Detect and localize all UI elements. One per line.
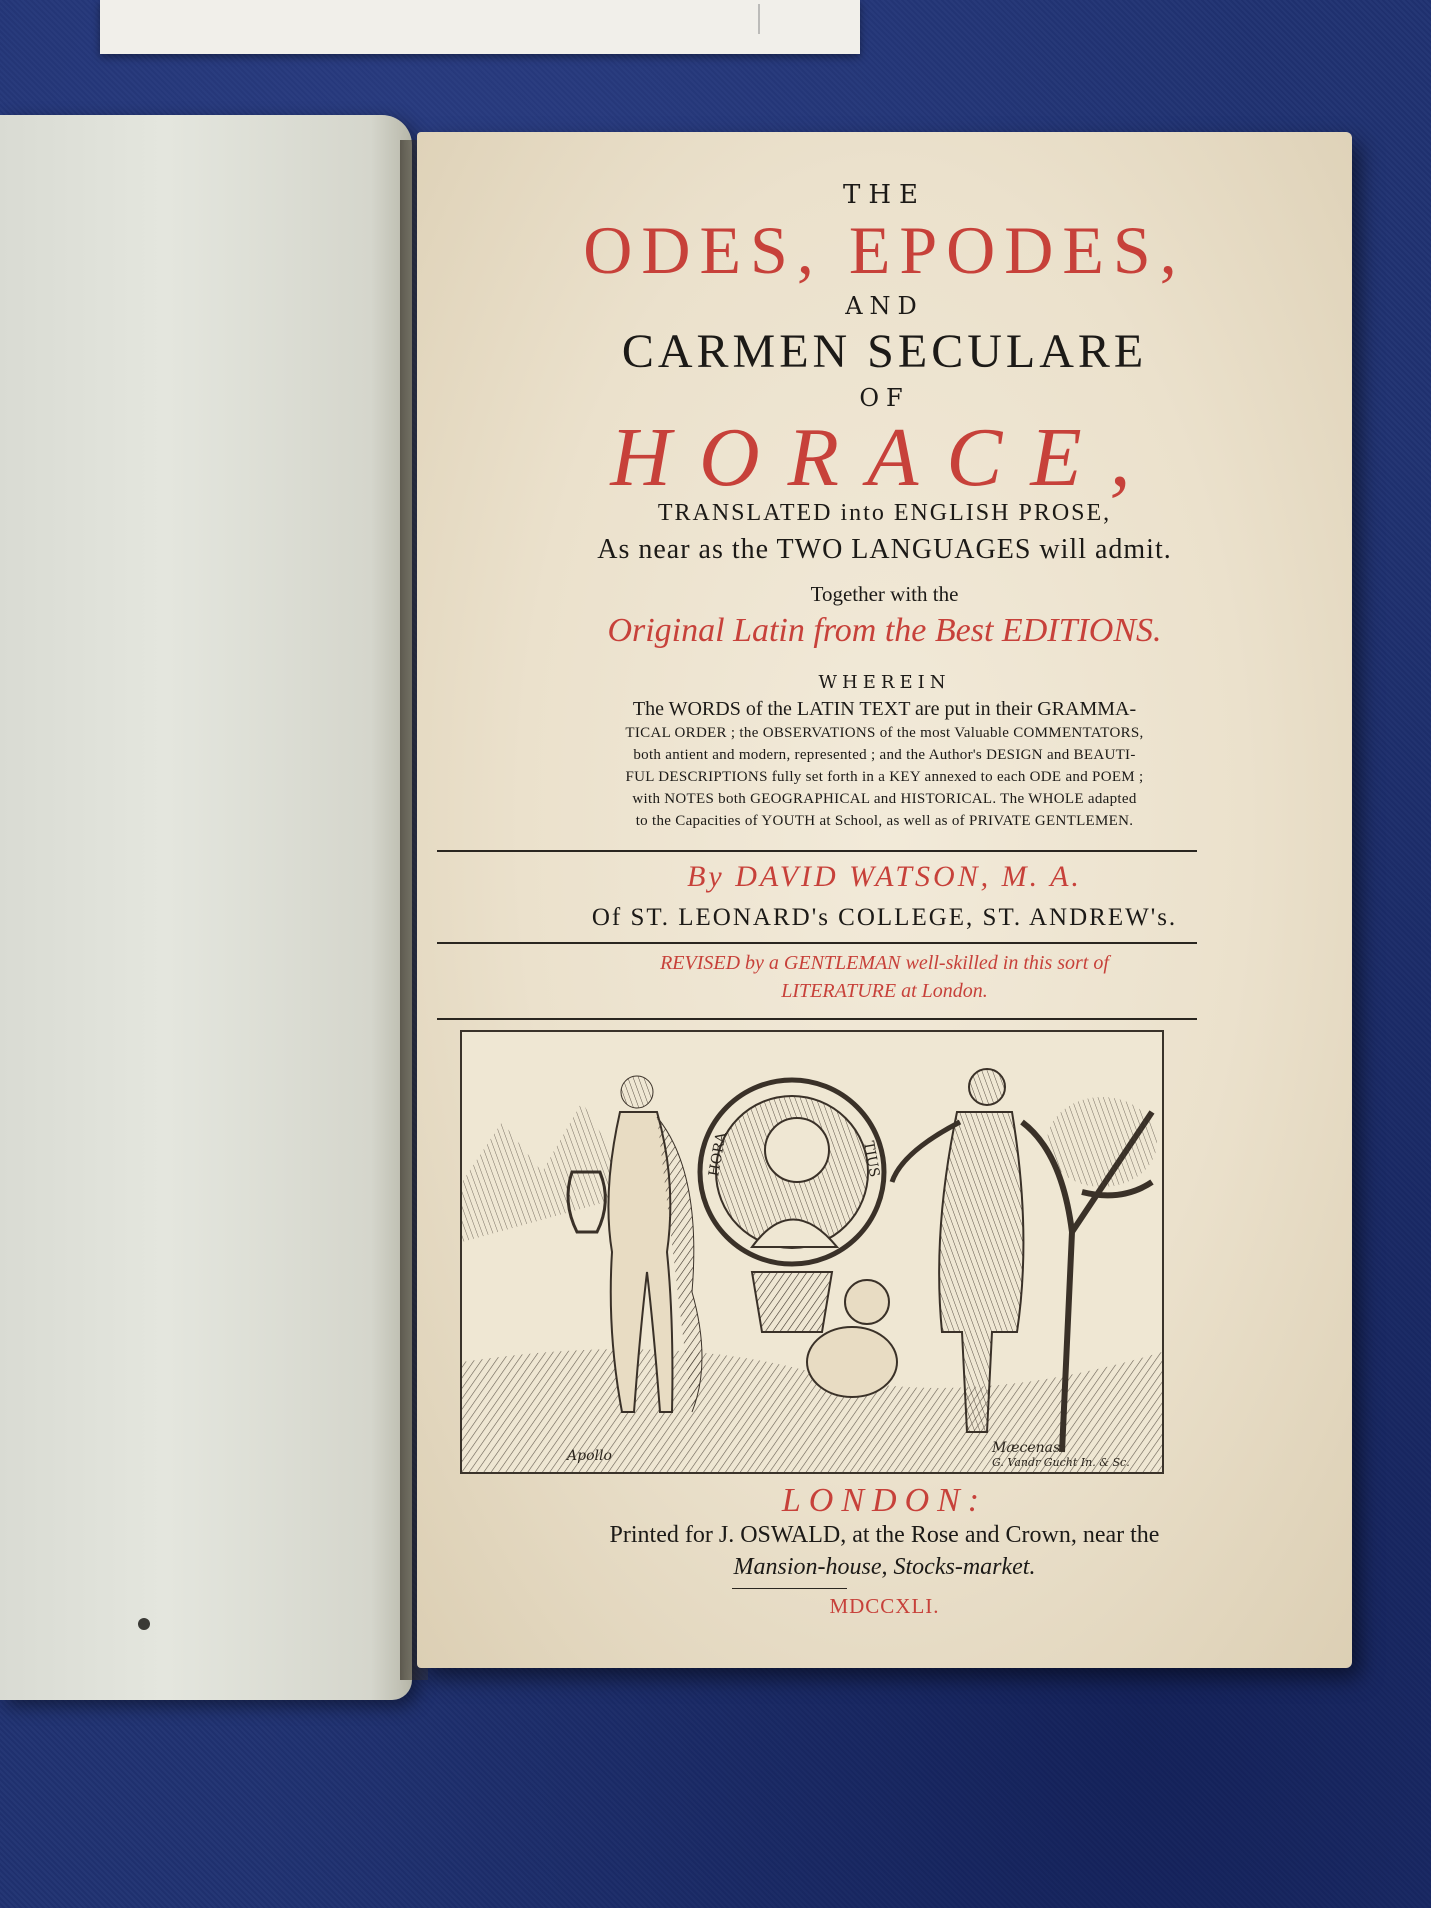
title-odes-epodes: ODES, EPODES, [583,212,1186,288]
rule-1 [437,850,1197,852]
translated-line: TRANSLATED into ENGLISH PROSE, [657,500,1112,526]
page-speck [138,1618,150,1630]
description-line-3: both antient and modern, represented ; and the Author's DESIGN and BEAUTI- [633,747,1136,763]
imprint-rule [732,1588,847,1589]
medallion-label-left: HORA [706,1131,730,1178]
rule-3 [437,1018,1197,1020]
description-line-1: The WORDS of the LATIN TEXT are put in their GRAMMA- [632,698,1137,720]
caption-apollo: Apollo [567,1448,612,1464]
description-line-4: FUL DESCRIPTIONS fully set forth in a KEY annexed to each ODE and POEM ; [625,769,1144,785]
imprint-year: MDCCXLI. [829,1594,940,1618]
description-line-2: TICAL ORDER ; the OBSERVATIONS of the most Valuable COMMENTATORS, [625,725,1144,741]
author-line: By DAVID WATSON, M. A. [687,860,1082,893]
as-near-line: As near as the TWO LANGUAGES will admit. [597,534,1172,565]
medallion-label-right: TIUS [860,1139,883,1179]
imprint-printed-line-2: Mansion-house, Stocks-market. [733,1554,1036,1580]
imprint-printed-line-1: Printed for J. OSWALD, at the Rose and Crown, near the [609,1522,1160,1548]
title-horace: HORACE, [610,411,1159,504]
engraving-foliage [1047,1097,1157,1187]
original-latin-line: Original Latin from the Best EDITIONS. [607,612,1162,649]
engraving-illustration [462,1032,1162,1472]
description-line-5: with NOTES both GEOGRAPHICAL and HISTORICAL. The WHOLE adapted [632,791,1137,807]
imprint-london: LONDON: [781,1482,988,1519]
title-and: AND [845,292,924,320]
college-line: Of ST. LEONARD's COLLEGE, ST. ANDREW's. [591,904,1178,931]
paper-slip-marking [758,4,830,34]
description-line-6: to the Capacities of YOUTH at School, as well as of PRIVATE GENTLEMEN. [635,813,1134,829]
pedestal [752,1272,832,1332]
title-the: THE [843,180,926,210]
title-of: OF [859,384,910,412]
left-blank-page [0,115,412,1700]
revised-line-1: REVISED by a GENTLEMAN well-skilled in this sort of [660,952,1109,974]
together-line: Together with the [810,582,959,606]
caption-maecenas: Mæcenas [992,1440,1061,1456]
revised-line-2: LITERATURE at London. [781,980,988,1002]
engraver-credit: G. Vandr Gucht In. & Sc. [992,1456,1130,1469]
paper-slip [100,0,860,54]
rule-2 [437,942,1197,944]
wherein-line: WHEREIN [818,672,951,693]
engraved-vignette [460,1030,1164,1474]
medallion [700,1080,884,1264]
title-carmen-seculare: CARMEN SECULARE [621,325,1148,378]
